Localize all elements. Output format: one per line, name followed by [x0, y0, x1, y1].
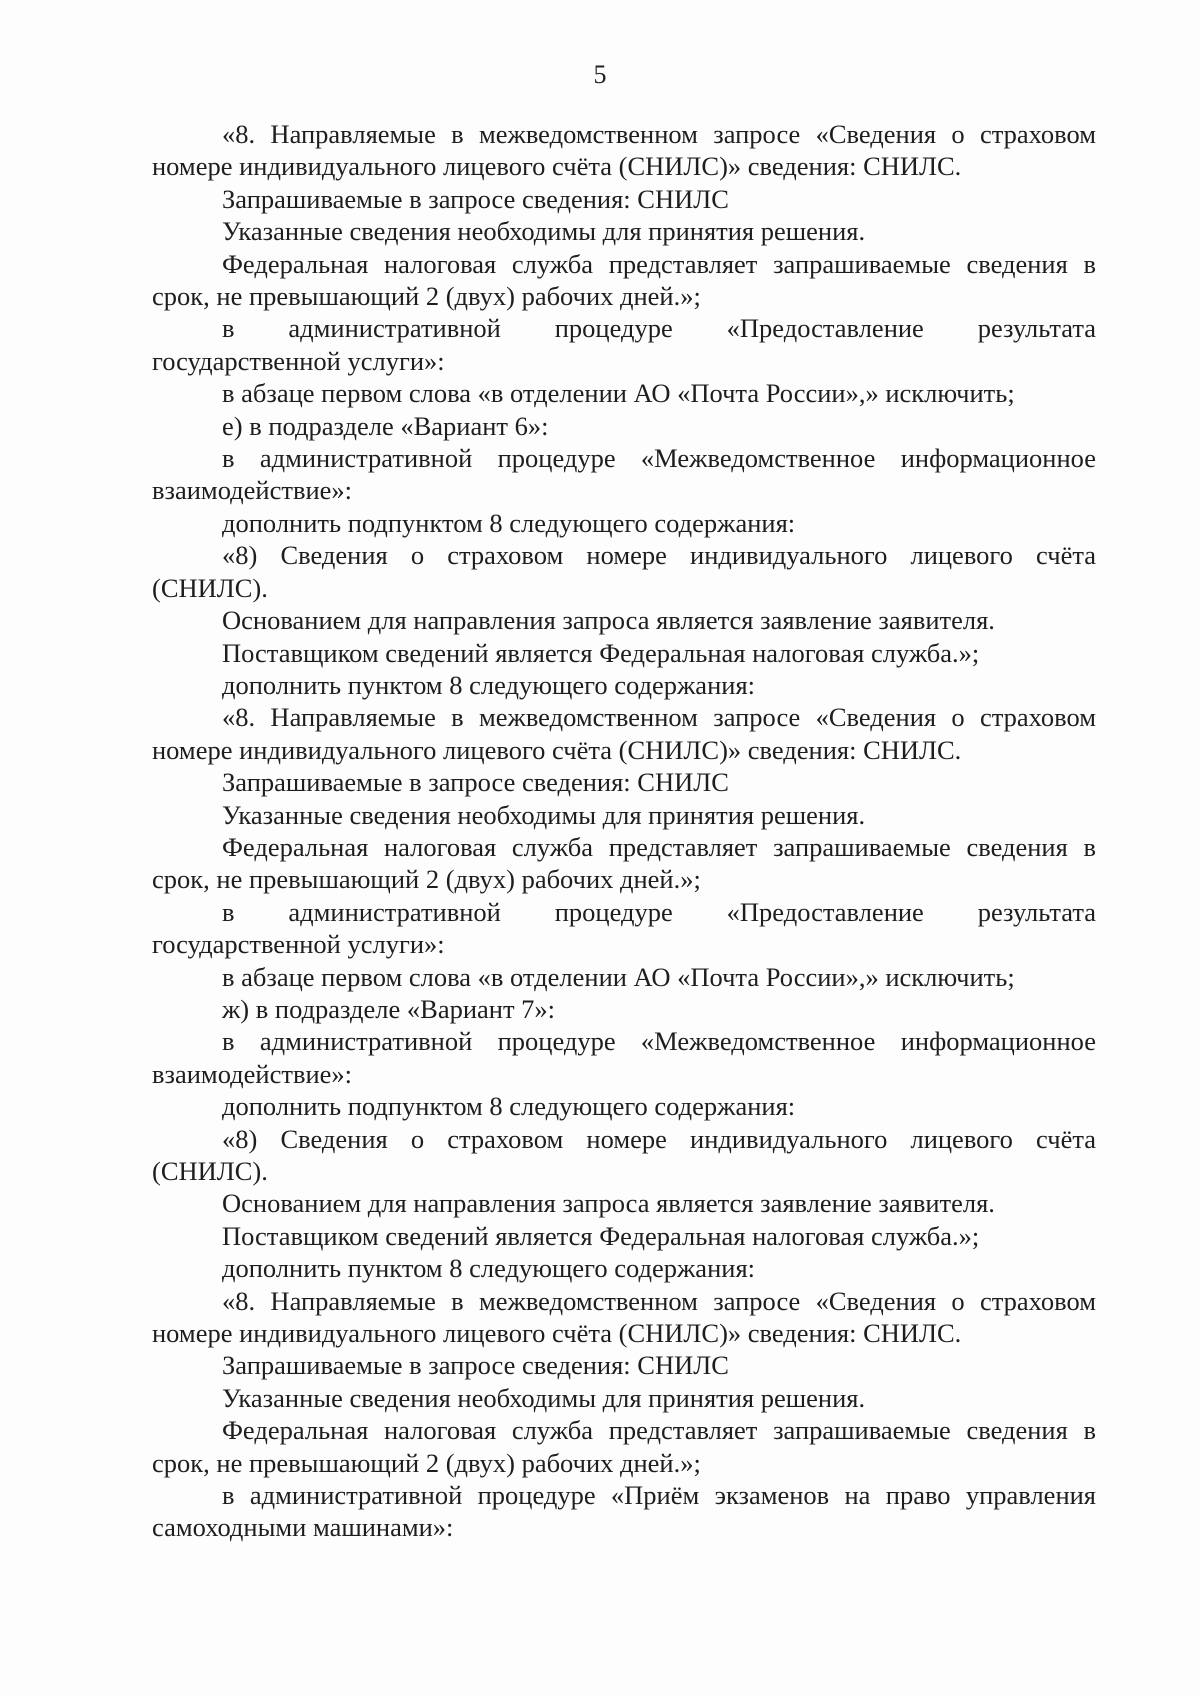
paragraph: Основанием для направления запроса является заявление заявителя.	[222, 1188, 995, 1219]
paragraph: «8) Сведения о страховом номере индивидуального лицевого счёта (СНИЛС).	[152, 1123, 1096, 1186]
paragraph: Запрашиваемые в запросе сведения: СНИЛС	[222, 183, 729, 214]
paragraph: Указанные сведения необходимы для принятия решения.	[222, 799, 866, 830]
page-number: 5	[593, 60, 607, 89]
document-body	[152, 118, 1096, 1544]
paragraph: Запрашиваемые в запросе сведения: СНИЛС	[222, 1350, 729, 1381]
paragraph: в административной процедуре «Предоставление результата государственной услуги»:	[152, 896, 1096, 960]
paragraph: е) в подразделе «Вариант 6»:	[222, 410, 549, 441]
paragraph: «8. Направляемые в межведомственном запросе «Сведения о страховом номере индивидуального лицевого счёта (СНИЛС)» сведения: СНИЛС.	[152, 702, 1096, 765]
paragraph: дополнить подпунктом 8 следующего содержания:	[222, 507, 796, 538]
paragraph: дополнить подпунктом 8 следующего содержания:	[222, 1091, 796, 1122]
paragraph: Указанные сведения необходимы для принятия решения.	[222, 1382, 866, 1413]
paragraph: Федеральная налоговая служба представляет запрашиваемые сведения в срок, не превышающий 2 (двух) рабочих дней.»;	[152, 248, 1096, 312]
paragraph: в административной процедуре «Межведомственное информационное взаимодействие»:	[152, 443, 1096, 506]
paragraph: дополнить пунктом 8 следующего содержания:	[222, 669, 755, 700]
paragraph: в административной процедуре «Предоставление результата государственной услуги»:	[152, 313, 1096, 376]
paragraph: Федеральная налоговая служба представляет запрашиваемые сведения в срок, не превышающий 2 (двух) рабочих дней.»;	[152, 831, 1096, 895]
paragraph: «8) Сведения о страховом номере индивидуального лицевого счёта (СНИЛС).	[152, 540, 1096, 603]
paragraph: в абзаце первом слова «в отделении АО «Почта России»,» исключить;	[222, 961, 1015, 992]
paragraph: Указанные сведения необходимы для принятия решения.	[222, 216, 866, 247]
paragraph: Основанием для направления запроса является заявление заявителя.	[222, 605, 995, 636]
paragraph: в абзаце первом слова «в отделении АО «Почта России»,» исключить;	[222, 378, 1015, 409]
paragraph: Поставщиком сведений является Федеральная налоговая служба.»;	[222, 637, 980, 668]
paragraph: Федеральная налоговая служба представляет запрашиваемые сведения в срок, не превышающий 2 (двух) рабочих дней.»;	[152, 1415, 1096, 1478]
paragraph: Поставщиком сведений является Федеральная налоговая служба.»;	[222, 1220, 980, 1251]
paragraph: в административной процедуре «Межведомственное информационное взаимодействие»:	[152, 1026, 1096, 1089]
paragraph: «8. Направляемые в межведомственном запросе «Сведения о страховом номере индивидуального лицевого счёта (СНИЛС)» сведения: СНИЛС.	[152, 119, 1096, 182]
paragraph: в административной процедуре «Приём экзаменов на право управления самоходными машинами»:	[152, 1480, 1096, 1543]
paragraph: Запрашиваемые в запросе сведения: СНИЛС	[222, 767, 729, 798]
paragraph: «8. Направляемые в межведомственном запросе «Сведения о страховом номере индивидуального лицевого счёта (СНИЛС)» сведения: СНИЛС.	[152, 1285, 1096, 1349]
paragraph: дополнить пунктом 8 следующего содержания:	[222, 1253, 755, 1284]
paragraph: ж) в подразделе «Вариант 7»:	[222, 993, 556, 1024]
